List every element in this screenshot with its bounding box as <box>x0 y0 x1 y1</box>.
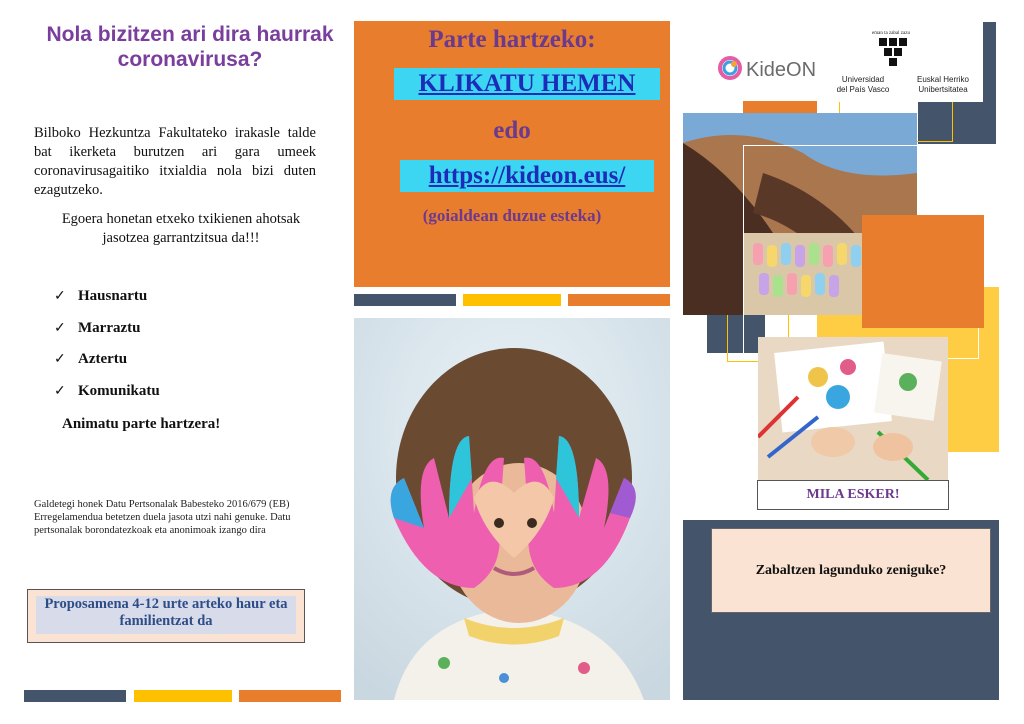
activity-checklist <box>54 288 294 414</box>
checklist-item-label: Marraztu <box>78 319 141 336</box>
decor-block-orange <box>862 215 984 328</box>
decor-bar-orange <box>239 690 341 702</box>
page-title: Nola bizitzen ari dira haurrak coronavirusa? <box>46 23 334 71</box>
check-icon: ✓ <box>54 320 66 336</box>
checklist-item <box>54 288 294 320</box>
link-hint: (goialdean duzue esteka) <box>422 206 602 225</box>
upv-spanish-name-line2: del País Vasco <box>836 85 890 94</box>
checklist-item <box>54 383 294 415</box>
website-link[interactable]: https://kideon.eus/ <box>400 160 654 192</box>
click-here-link[interactable]: KLIKATU HEMEN <box>394 68 660 100</box>
checklist-item-label: Hausnartu <box>78 288 148 304</box>
check-icon: ✓ <box>54 352 66 367</box>
participation-panel <box>354 21 670 287</box>
or-text: edo <box>493 117 531 144</box>
decor-bar-yellow <box>463 294 561 306</box>
kideon-logo <box>716 50 826 86</box>
upv-basque-name-line1: Euskal Herriko <box>916 75 970 84</box>
upv-basque-name-line2: Unibertsitatea <box>918 85 968 94</box>
decor-bar-navy <box>24 690 126 702</box>
encourage-text: Animatu parte hartzera! <box>62 416 221 432</box>
proposal-text: Proposamena 4-12 urte arteko haur eta familientzat da <box>36 596 296 634</box>
checklist-item <box>54 351 294 383</box>
upv-spanish-name-line1: Universidad <box>841 75 885 84</box>
decor-bar-yellow <box>134 690 232 702</box>
check-icon: ✓ <box>54 289 66 304</box>
upv-ehu-logo <box>823 22 983 102</box>
intro-paragraph-2: Egoera honetan etxeko txikienen ahotsak jasotzea garrantzitsua da!!! <box>61 211 301 246</box>
decor-bar-navy <box>354 294 456 306</box>
kideon-logo-text: KideON <box>746 59 817 81</box>
decor-bar-orange <box>568 294 670 306</box>
check-icon: ✓ <box>54 383 66 399</box>
thanks-label: MILA ESKER! <box>757 480 949 510</box>
legal-notice: Galdetegi honek Datu Pertsonalak Babesteko 2016/679 (EB) Erregelamendua betetzen duela jasota utzi nahi genuke. Datu pertsonalak borondatezkoak eta anonimoak izango dira <box>34 499 291 536</box>
upv-motto: eman ta zabal zazu <box>872 31 910 36</box>
share-request-box: Zabaltzen lagunduko zeniguke? <box>711 528 991 613</box>
intro-paragraph: Bilboko Hezkuntza Fakultateko irakasle talde bat ikerketa burutzen ari gara umeek coronavirusagaitiko itxialdia nola bizi duten ezagutzeko. <box>34 125 316 198</box>
checklist-item-label: Komunikatu <box>78 382 160 399</box>
child-painted-hands-photo <box>354 318 670 700</box>
checklist-item <box>54 320 294 352</box>
participation-heading: Parte hartzeko: <box>428 26 596 53</box>
checklist-item-label: Aztertu <box>78 351 128 367</box>
proposal-box <box>27 589 305 643</box>
children-drawing-photo <box>758 337 948 480</box>
decor-block-orange <box>743 101 817 113</box>
